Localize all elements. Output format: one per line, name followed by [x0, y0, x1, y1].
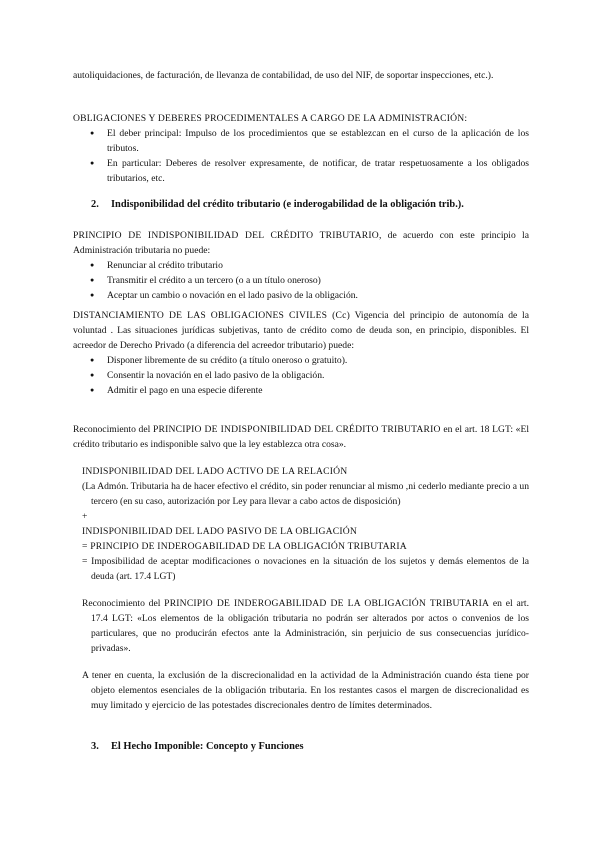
- reconocimiento-caps: PRINCIPIO DE INDISPONIBILIDAD DEL CRÉDITO TRIBUTARIO: [152, 424, 441, 435]
- distanciamiento-list: [73, 353, 529, 398]
- section-heading-2: [91, 199, 464, 210]
- list-item: ● En particular: Deberes de resolver expresamente, de notificar, de tratar respetuosamente a los obligados tributarios, etc.: [87, 156, 529, 186]
- principio-list: [73, 258, 529, 303]
- heading-number: 2.: [91, 199, 99, 210]
- admin-obligations-title: OBLIGACIONES Y DEBERES PROCEDIMENTALES A CARGO DE LA ADMINISTRACIÓN:: [73, 113, 468, 124]
- summary-block: [82, 464, 529, 584]
- principio-section: [73, 228, 529, 303]
- heading-number: 3.: [91, 741, 99, 752]
- activo-title: INDISPONIBILIDAD DEL LADO ACTIVO DE LA RELACIÓN: [82, 466, 348, 477]
- list-item: ● El deber principal: Impulso de los procedimientos que se establezcan en el curso de la aplicación de los tributos.: [87, 126, 529, 156]
- reconocimiento-indisponibilidad: [73, 422, 529, 452]
- principio-rest: , de acuerdo con este principio la Administración tributaria no puede:: [73, 230, 529, 256]
- list-item: ● Consentir la novación en el lado pasivo de la obligación.: [87, 368, 529, 383]
- distanciamiento-rest: Vigencia del principio de autonomía de la voluntad . Las situaciones jurídicas subjetivas, tanto de crédito como de deuda son, en principio, disponibles. El acreedor de Derecho Privado (a diferencia del acreedor tributario) puede:: [73, 310, 529, 351]
- principio-caps: PRINCIPIO DE INDISPONIBILIDAD DEL CRÉDITO TRIBUTARIO: [73, 230, 379, 241]
- heading-text: El Hecho Imponible: Concepto y Funciones: [111, 741, 304, 752]
- reconocimiento-post: en el art. 18 LGT: «El crédito tributario es indisponible salvo que la ley establezca otra cosa».: [73, 424, 529, 450]
- imposibilidad-equals: = Imposibilidad de aceptar modificaciones o novaciones en la situación de los sujetos y demás elementos de la deuda (art. 17.4 LGT): [82, 556, 529, 582]
- distanciamiento-caps: DISTANCIAMIENTO DE LAS OBLIGACIONES CIVILES (Cc): [73, 310, 350, 321]
- list-item: ● Renunciar al crédito tributario: [87, 258, 529, 273]
- section-heading-3: [91, 741, 304, 752]
- discrecionalidad-paragraph: [82, 668, 529, 713]
- reconocimiento2-caps: PRINCIPIO DE INDEROGABILIDAD DE LA OBLIGACIÓN TRIBUTARIA: [164, 598, 490, 609]
- list-item: ● Transmitir el crédito a un tercero (o a un título oneroso): [87, 273, 529, 288]
- list-item: ● Admitir el pago en una especie diferente: [87, 383, 529, 398]
- reconocimiento2-post: en el art. 17.4 LGT: «Los elementos de la obligación tributaria no podrán ser alterados por actos o convenios de los particulares, que no producirán efectos ante la Administración, sin perjuicio de sus consecuencias jurídico-privadas».: [91, 598, 529, 654]
- heading-text: Indisponibilidad del crédito tributario (e inderogabilidad de la obligación trib.).: [111, 199, 464, 210]
- continuation-text: autoliquidaciones, de facturación, de llevanza de contabilidad, de uso del NIF, de soportar inspecciones, etc.).: [73, 70, 494, 81]
- admin-obligations-section: [73, 111, 529, 186]
- admin-obligations-list: [73, 126, 529, 186]
- distanciamiento-intro: [73, 308, 529, 353]
- reconocimiento-pre: Reconocimiento del: [73, 424, 153, 435]
- inderogabilidad-equals: = PRINCIPIO DE INDEROGABILIDAD DE LA OBLIGACIÓN TRIBUTARIA: [82, 541, 407, 552]
- activo-description: (La Admón. Tributaria ha de hacer efectivo el crédito, sin poder renunciar al mismo ,ni cederlo mediante precio a un tercero (en su caso, autorización por Ley para llevar a cabo actos de disposición): [82, 481, 529, 507]
- principio-intro: [73, 228, 529, 258]
- reconocimiento-inderogabilidad: [82, 596, 529, 656]
- plus-sign: +: [82, 511, 88, 522]
- pasivo-title: INDISPONIBILIDAD DEL LADO PASIVO DE LA OBLIGACIÓN: [82, 526, 358, 537]
- list-item: ● Aceptar un cambio o novación en el lado pasivo de la obligación.: [87, 288, 529, 303]
- discrecionalidad-text: A tener en cuenta, la exclusión de la discrecionalidad en la actividad de la Administración cuando ésta tiene por objeto elementos esenciales de la obligación tributaria. En los restantes casos el margen de discrecionalidad es muy limitado y ejercicio de las potestades discrecionales dentro de límites determinados.: [82, 670, 529, 711]
- list-item: ● Disponer libremente de su crédito (a título oneroso o gratuito).: [87, 353, 529, 368]
- distanciamiento-section: [73, 308, 529, 398]
- reconocimiento2-pre: Reconocimiento del: [82, 598, 165, 609]
- continuation-paragraph: [73, 68, 529, 83]
